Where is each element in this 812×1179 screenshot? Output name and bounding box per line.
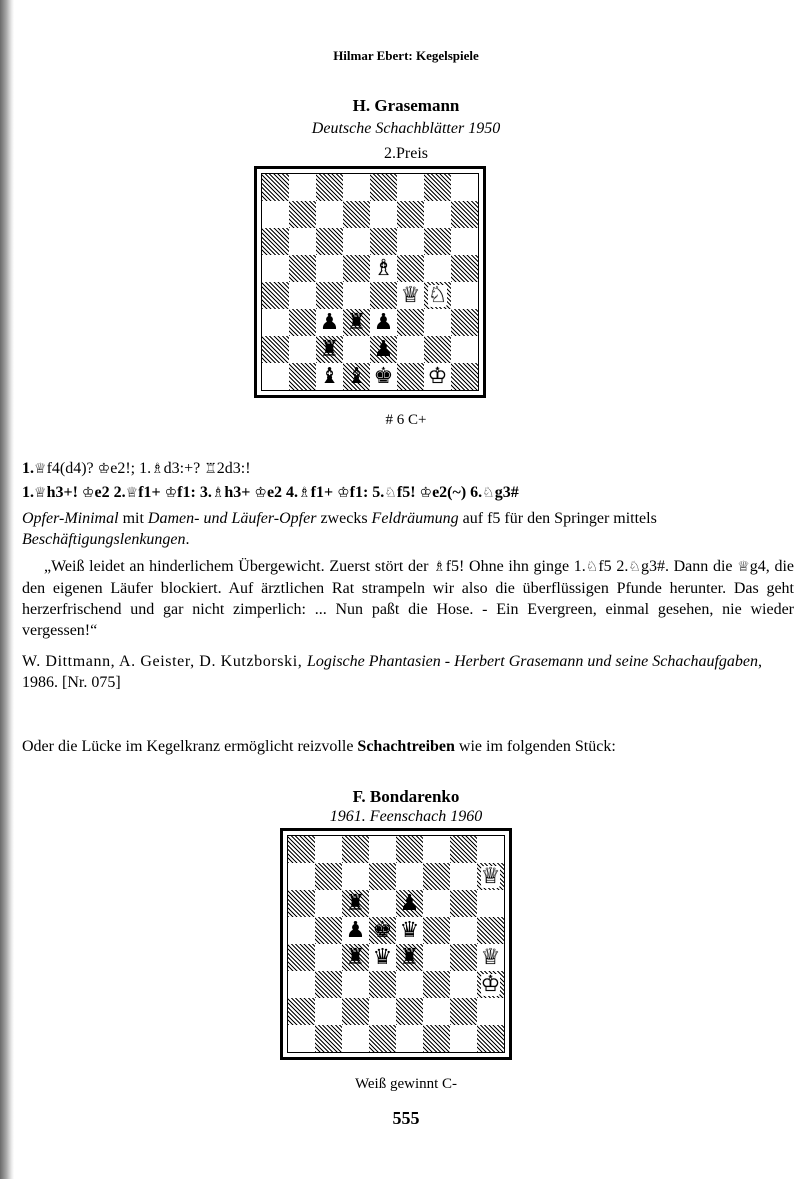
square-f4 bbox=[423, 944, 450, 971]
citation-rest: , 1986. [Nr. 075] bbox=[22, 653, 763, 691]
black-rook-icon: ♜ bbox=[319, 336, 340, 362]
square-h6 bbox=[451, 228, 478, 255]
square-e7 bbox=[370, 201, 397, 228]
black-queen-icon: ♛ bbox=[372, 944, 393, 970]
rook-figurine-icon: ♖ bbox=[204, 461, 217, 477]
square-b8 bbox=[289, 174, 316, 201]
desc-term: Beschäftigungslenkungen bbox=[22, 531, 186, 548]
try-1: f4(d4)? bbox=[46, 460, 98, 477]
square-c2 bbox=[342, 998, 369, 1025]
square-h2 bbox=[451, 336, 478, 363]
square-d5 bbox=[343, 255, 370, 282]
square-g7 bbox=[424, 201, 451, 228]
square-e1 bbox=[370, 363, 397, 390]
black-bishop-icon: ♝ bbox=[346, 363, 367, 389]
black-rook-icon: ♜ bbox=[345, 944, 366, 970]
quote-paragraph bbox=[22, 556, 794, 641]
queen-figurine-icon: ♕ bbox=[737, 559, 750, 575]
square-f8 bbox=[397, 174, 424, 201]
square-b4 bbox=[289, 282, 316, 309]
square-e1 bbox=[396, 1025, 423, 1052]
knight-figurine-icon: ♘ bbox=[585, 559, 599, 575]
desc-term: Opfer-Minimal bbox=[22, 510, 119, 527]
desc-text: auf f5 für den Springer mittels bbox=[458, 510, 657, 527]
square-f7 bbox=[423, 863, 450, 890]
white-queen-icon: ♕ bbox=[400, 282, 421, 308]
square-a2 bbox=[288, 998, 315, 1025]
square-f2 bbox=[423, 998, 450, 1025]
white-knight-icon: ♘ bbox=[427, 282, 448, 308]
square-c6 bbox=[342, 890, 369, 917]
square-b2 bbox=[289, 336, 316, 363]
black-pawn-icon: ♟ bbox=[399, 890, 420, 916]
queen-figurine-icon: ♕ bbox=[34, 461, 47, 477]
king-figurine-icon: ♔ bbox=[337, 485, 350, 501]
square-d2 bbox=[343, 336, 370, 363]
black-pawn-icon: ♟ bbox=[345, 917, 366, 943]
square-e2 bbox=[396, 998, 423, 1025]
square-c1 bbox=[342, 1025, 369, 1052]
square-h3 bbox=[477, 971, 504, 998]
square-e4 bbox=[370, 282, 397, 309]
knight-figurine-icon: ♘ bbox=[384, 485, 397, 501]
square-d5 bbox=[369, 917, 396, 944]
white-queen-icon: ♕ bbox=[480, 944, 501, 970]
square-c5 bbox=[342, 917, 369, 944]
square-e8 bbox=[370, 174, 397, 201]
citation-title: Logische Phantasien - Herbert Grasemann und seine Schachaufgaben bbox=[306, 653, 759, 670]
square-b3 bbox=[315, 971, 342, 998]
main-move: f1: 3. bbox=[177, 484, 212, 501]
trans-text: wie im folgenden Stück: bbox=[454, 738, 616, 755]
main-move: f1+ bbox=[310, 484, 338, 501]
square-b5 bbox=[315, 917, 342, 944]
desc-term: Damen- und Läufer-Opfer bbox=[147, 510, 317, 527]
black-rook-icon: ♜ bbox=[399, 944, 420, 970]
square-h4 bbox=[477, 944, 504, 971]
quote-text: „Weiß leidet an hinderlichem Übergewicht. Zuerst stört der bbox=[44, 558, 434, 575]
try-2: d3:+? bbox=[163, 460, 205, 477]
square-c3 bbox=[316, 309, 343, 336]
square-g8 bbox=[450, 836, 477, 863]
white-bishop-icon: ♗ bbox=[373, 255, 394, 281]
square-b4 bbox=[315, 944, 342, 971]
black-bishop-icon: ♝ bbox=[319, 363, 340, 389]
square-c5 bbox=[316, 255, 343, 282]
square-e2 bbox=[370, 336, 397, 363]
square-a7 bbox=[262, 201, 289, 228]
solution-tries bbox=[22, 458, 794, 480]
square-f3 bbox=[423, 971, 450, 998]
square-e7 bbox=[396, 863, 423, 890]
bishop-figurine-icon: ♗ bbox=[211, 485, 225, 501]
problem1-award: 2.Preis bbox=[384, 145, 428, 162]
square-d3 bbox=[343, 309, 370, 336]
square-b5 bbox=[289, 255, 316, 282]
square-e6 bbox=[396, 890, 423, 917]
square-a2 bbox=[262, 336, 289, 363]
white-king-icon: ♔ bbox=[480, 971, 501, 997]
square-a1 bbox=[288, 1025, 315, 1052]
quote-text: f5! Ohne ihn ginge 1. bbox=[445, 558, 586, 575]
page-edge-shadow bbox=[0, 0, 14, 1179]
square-b1 bbox=[315, 1025, 342, 1052]
square-d3 bbox=[369, 971, 396, 998]
square-h6 bbox=[477, 890, 504, 917]
square-f7 bbox=[397, 201, 424, 228]
square-a5 bbox=[288, 917, 315, 944]
square-f5 bbox=[423, 917, 450, 944]
knight-figurine-icon: ♘ bbox=[482, 485, 495, 501]
square-g5 bbox=[424, 255, 451, 282]
square-d8 bbox=[369, 836, 396, 863]
square-f3 bbox=[397, 309, 424, 336]
black-rook-icon: ♜ bbox=[346, 309, 367, 335]
description-paragraph bbox=[22, 508, 794, 550]
square-a5 bbox=[262, 255, 289, 282]
square-d7 bbox=[369, 863, 396, 890]
square-g7 bbox=[450, 863, 477, 890]
desc-text: mit bbox=[118, 510, 148, 527]
desc-text: . bbox=[185, 531, 190, 548]
square-h3 bbox=[451, 309, 478, 336]
square-g4 bbox=[424, 282, 451, 309]
square-c7 bbox=[316, 201, 343, 228]
square-e5 bbox=[370, 255, 397, 282]
black-king-icon: ♚ bbox=[372, 917, 393, 943]
square-g2 bbox=[424, 336, 451, 363]
square-f5 bbox=[397, 255, 424, 282]
square-c8 bbox=[316, 174, 343, 201]
square-e6 bbox=[370, 228, 397, 255]
square-d4 bbox=[343, 282, 370, 309]
square-h7 bbox=[451, 201, 478, 228]
square-a6 bbox=[262, 228, 289, 255]
problem2-source: 1961. Feenschach 1960 bbox=[329, 808, 483, 825]
main-move: g3# bbox=[494, 484, 519, 501]
square-a1 bbox=[262, 363, 289, 390]
square-c6 bbox=[316, 228, 343, 255]
king-figurine-icon: ♔ bbox=[254, 485, 267, 501]
square-b7 bbox=[315, 863, 342, 890]
square-g8 bbox=[424, 174, 451, 201]
running-head: Hilmar Ebert: Kegelspiele bbox=[333, 48, 479, 63]
square-h8 bbox=[451, 174, 478, 201]
try-2-refutation: 2d3:! bbox=[216, 460, 251, 477]
square-d1 bbox=[369, 1025, 396, 1052]
square-c1 bbox=[316, 363, 343, 390]
white-king-icon: ♔ bbox=[427, 363, 448, 389]
square-b8 bbox=[315, 836, 342, 863]
problem1-board bbox=[254, 166, 486, 398]
problem2-stipulation: Weiß gewinnt C- bbox=[354, 1076, 458, 1092]
square-g5 bbox=[450, 917, 477, 944]
square-g2 bbox=[450, 998, 477, 1025]
square-a6 bbox=[288, 890, 315, 917]
square-c4 bbox=[316, 282, 343, 309]
square-c8 bbox=[342, 836, 369, 863]
black-king-icon: ♚ bbox=[373, 363, 394, 389]
square-a4 bbox=[262, 282, 289, 309]
square-g3 bbox=[450, 971, 477, 998]
square-h7 bbox=[477, 863, 504, 890]
main-move: h3+ bbox=[224, 484, 255, 501]
square-e5 bbox=[396, 917, 423, 944]
square-g3 bbox=[424, 309, 451, 336]
problem1-source: Deutsche Schachblätter 1950 bbox=[311, 120, 501, 137]
trans-text: Oder die Lücke im Kegelkranz ermöglicht reizvolle bbox=[22, 738, 358, 755]
queen-figurine-icon: ♕ bbox=[125, 485, 139, 501]
square-e4 bbox=[396, 944, 423, 971]
square-f1 bbox=[423, 1025, 450, 1052]
try-1-refutation: e2!; 1. bbox=[110, 460, 152, 477]
square-d4 bbox=[369, 944, 396, 971]
solution-main bbox=[22, 482, 794, 504]
square-h4 bbox=[451, 282, 478, 309]
square-d1 bbox=[343, 363, 370, 390]
square-b6 bbox=[315, 890, 342, 917]
quote-text: f5 2. bbox=[598, 558, 629, 575]
transition-sentence bbox=[22, 736, 794, 757]
square-b3 bbox=[289, 309, 316, 336]
square-g6 bbox=[450, 890, 477, 917]
square-f4 bbox=[397, 282, 424, 309]
quote-text: g3#. Dann die bbox=[640, 558, 738, 575]
desc-text: zwecks bbox=[316, 510, 372, 527]
main-move: e2 2. bbox=[94, 484, 126, 501]
main-move: f1+ bbox=[138, 484, 165, 501]
knight-figurine-icon: ♘ bbox=[628, 559, 641, 575]
main-move: e2 4. bbox=[266, 484, 299, 501]
square-a7 bbox=[288, 863, 315, 890]
square-e8 bbox=[396, 836, 423, 863]
black-pawn-icon: ♟ bbox=[319, 309, 340, 335]
square-h1 bbox=[451, 363, 478, 390]
citation bbox=[22, 651, 794, 693]
square-g6 bbox=[424, 228, 451, 255]
trans-term: Schachtreiben bbox=[357, 738, 455, 755]
problem2-author: F. Bondarenko bbox=[352, 787, 460, 806]
square-f6 bbox=[397, 228, 424, 255]
square-b6 bbox=[289, 228, 316, 255]
main-move: f1: 5. bbox=[349, 484, 385, 501]
problem1-stipulation: # 6 C+ bbox=[385, 412, 427, 428]
problem1-author: H. Grasemann bbox=[352, 96, 460, 115]
square-a3 bbox=[288, 971, 315, 998]
square-g1 bbox=[450, 1025, 477, 1052]
square-c7 bbox=[342, 863, 369, 890]
king-figurine-icon: ♔ bbox=[81, 485, 95, 501]
queen-figurine-icon: ♕ bbox=[34, 485, 47, 501]
square-a4 bbox=[288, 944, 315, 971]
square-e3 bbox=[370, 309, 397, 336]
main-move: f5! bbox=[396, 484, 420, 501]
square-g1 bbox=[424, 363, 451, 390]
square-g4 bbox=[450, 944, 477, 971]
white-queen-icon: ♕ bbox=[480, 863, 501, 889]
square-d8 bbox=[343, 174, 370, 201]
square-e3 bbox=[396, 971, 423, 998]
square-a8 bbox=[262, 174, 289, 201]
square-b2 bbox=[315, 998, 342, 1025]
king-figurine-icon: ♔ bbox=[97, 461, 111, 477]
citation-authors: W. Dittmann, A. Geister, D. Kutzborski, bbox=[22, 653, 307, 670]
square-a3 bbox=[262, 309, 289, 336]
square-d6 bbox=[369, 890, 396, 917]
square-f6 bbox=[423, 890, 450, 917]
bishop-figurine-icon: ♗ bbox=[433, 559, 446, 575]
square-f2 bbox=[397, 336, 424, 363]
king-figurine-icon: ♔ bbox=[164, 485, 178, 501]
square-c3 bbox=[342, 971, 369, 998]
black-pawn-icon: ♟ bbox=[373, 336, 394, 362]
square-d2 bbox=[369, 998, 396, 1025]
square-a8 bbox=[288, 836, 315, 863]
problem2-board bbox=[280, 828, 512, 1060]
try-move-num: 1. bbox=[22, 460, 34, 477]
square-h1 bbox=[477, 1025, 504, 1052]
bishop-figurine-icon: ♗ bbox=[298, 485, 311, 501]
quote-text: g4, die den eigenen Läufer blockiert. Auf ärztlichen Rat strampeln wir also die überflüssigen Pfunde herunter. Das geht herzerfrischend und gar nicht zimperlich: ... Nun paßt die Hose. - Ein Evergreen, einmal gesehen, nie wieder vergessen!“ bbox=[22, 558, 795, 639]
main-move: 1. bbox=[22, 484, 34, 501]
square-h5 bbox=[477, 917, 504, 944]
square-f8 bbox=[423, 836, 450, 863]
main-move: e2(~) 6. bbox=[432, 484, 483, 501]
black-queen-icon: ♛ bbox=[399, 917, 420, 943]
square-c4 bbox=[342, 944, 369, 971]
square-h5 bbox=[451, 255, 478, 282]
black-rook-icon: ♜ bbox=[345, 890, 366, 916]
bishop-figurine-icon: ♗ bbox=[151, 461, 164, 477]
square-f1 bbox=[397, 363, 424, 390]
square-b7 bbox=[289, 201, 316, 228]
square-c2 bbox=[316, 336, 343, 363]
king-figurine-icon: ♔ bbox=[419, 485, 433, 501]
square-h2 bbox=[477, 998, 504, 1025]
square-d7 bbox=[343, 201, 370, 228]
square-d6 bbox=[343, 228, 370, 255]
square-b1 bbox=[289, 363, 316, 390]
page-number: 555 bbox=[392, 1108, 420, 1128]
desc-term: Feldräumung bbox=[371, 510, 459, 527]
black-pawn-icon: ♟ bbox=[373, 309, 394, 335]
main-move: h3+! bbox=[46, 484, 82, 501]
square-h8 bbox=[477, 836, 504, 863]
